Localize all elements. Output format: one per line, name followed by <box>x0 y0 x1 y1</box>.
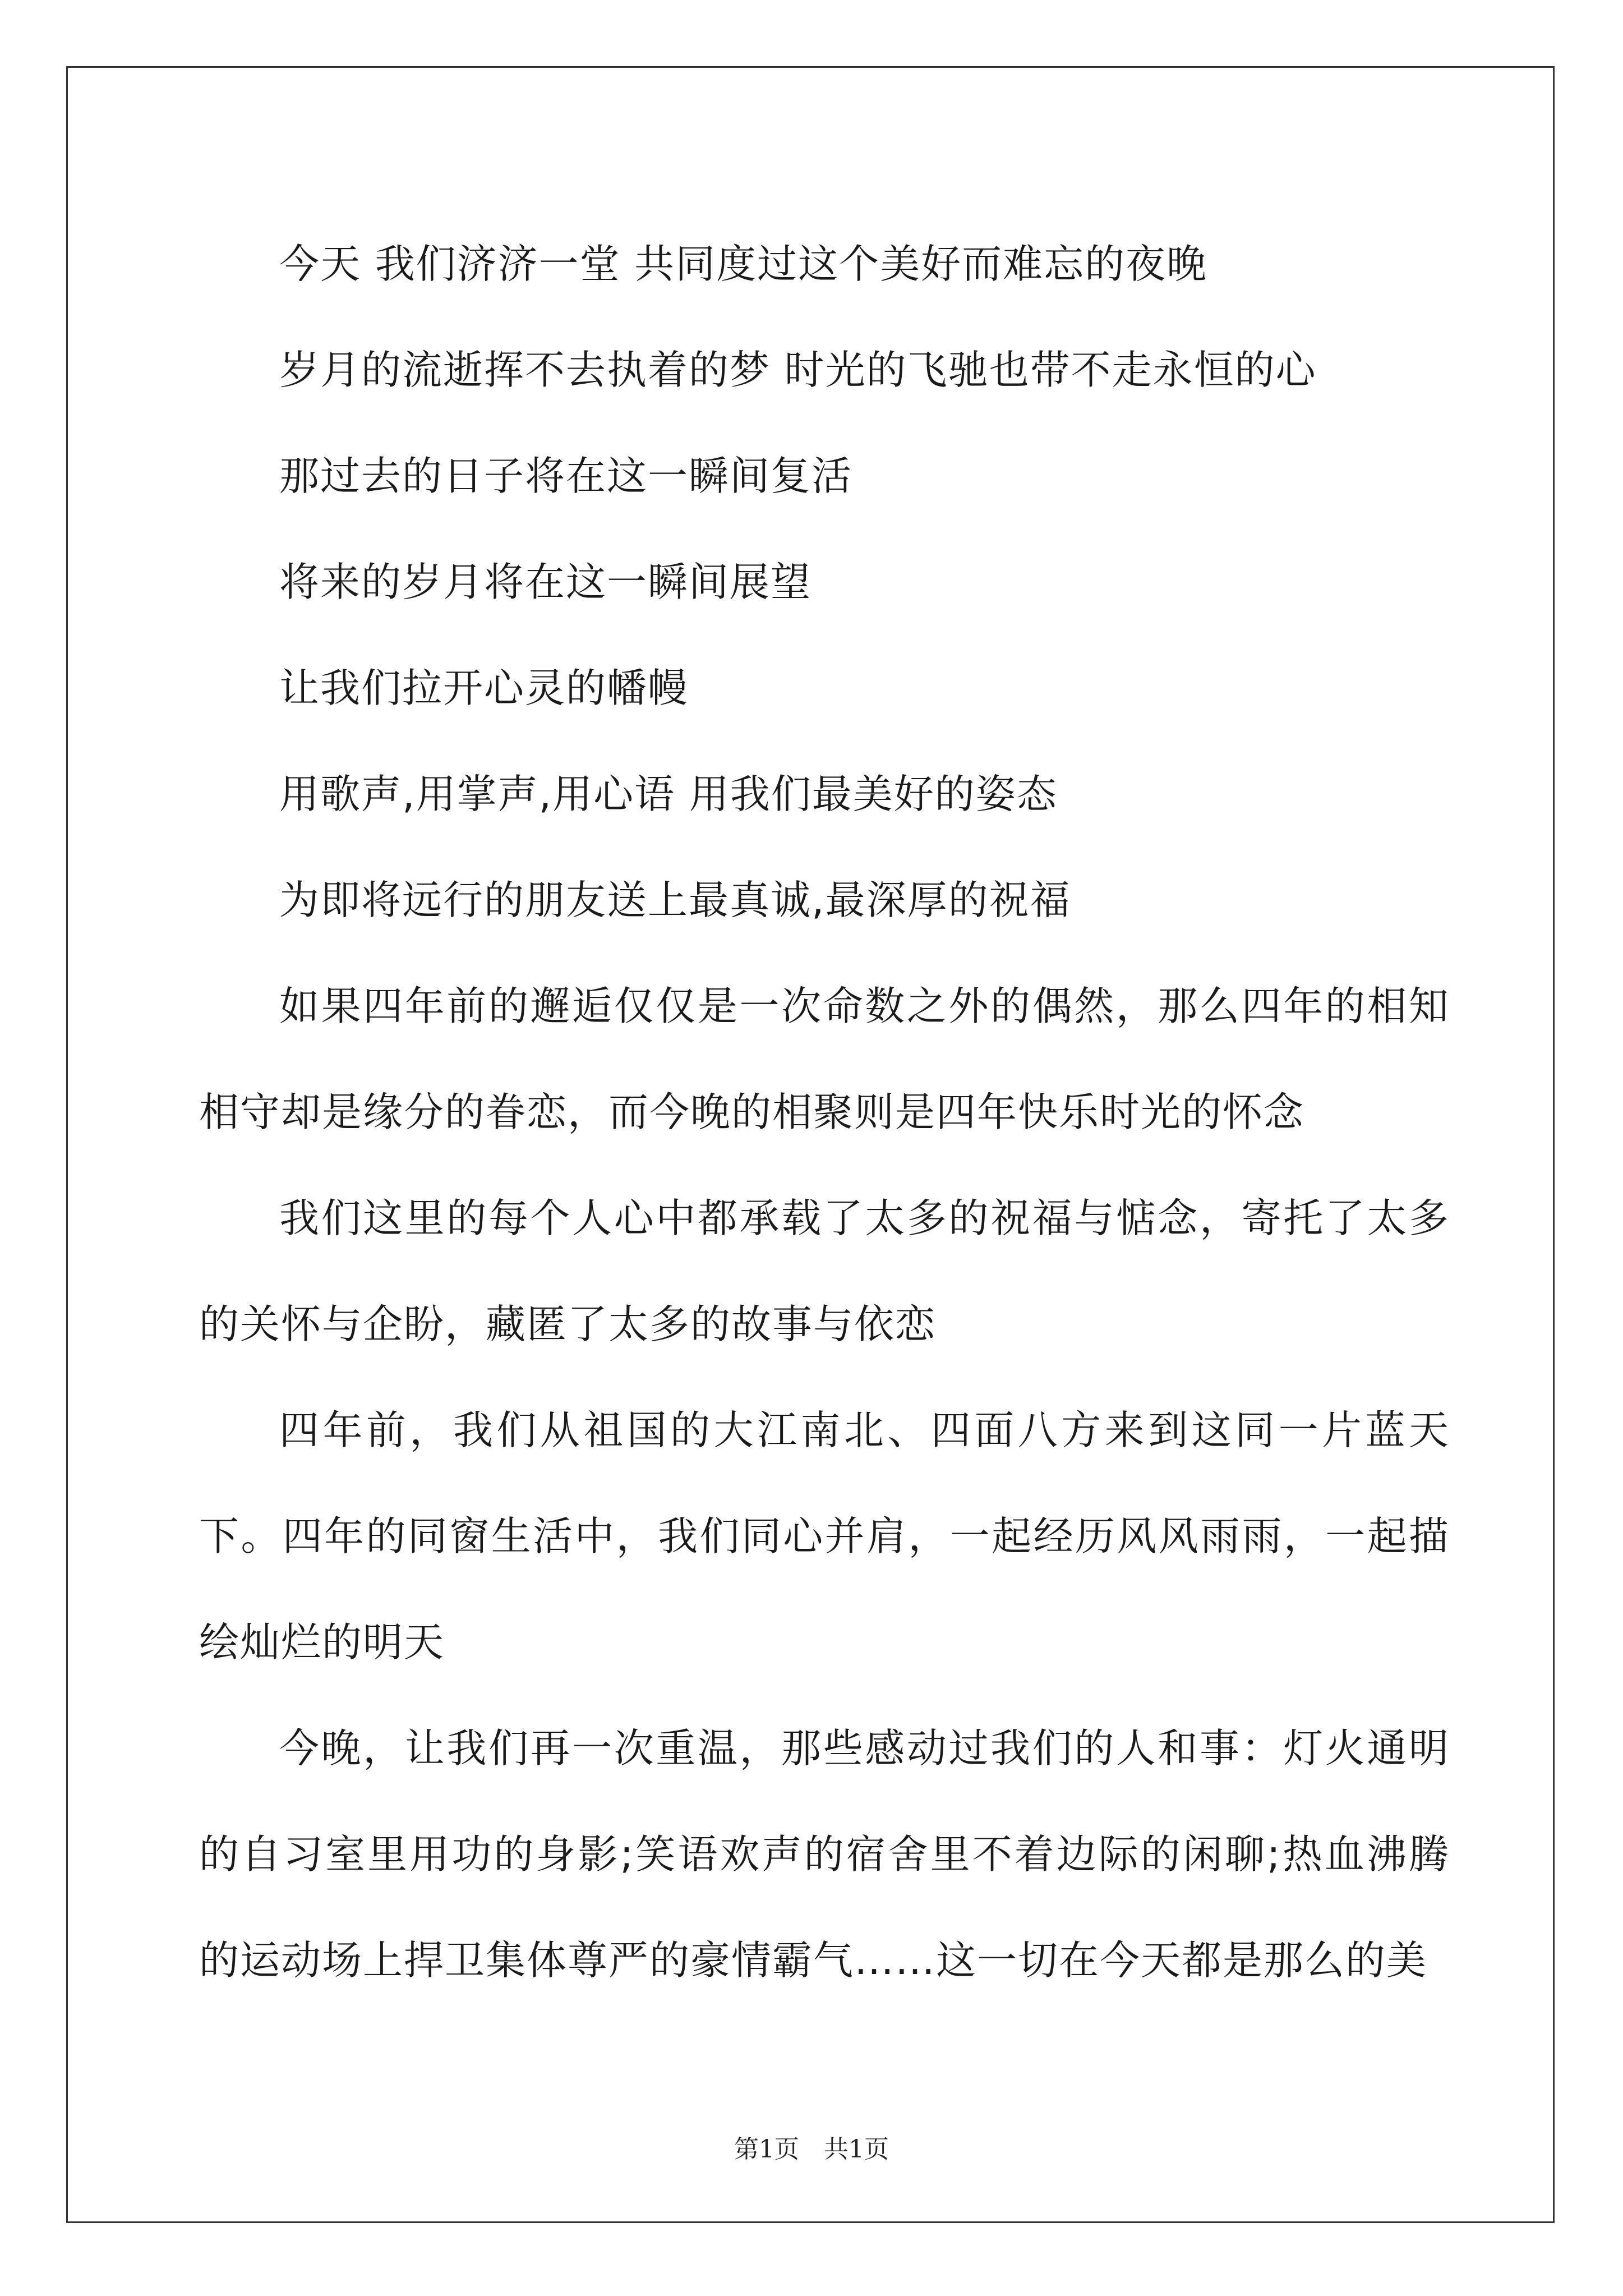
paragraph: 我们这里的每个人心中都承载了太多的祝福与惦念，寄托了太多的关怀与企盼，藏匿了太多的故事与依恋 <box>199 1195 1450 1347</box>
paragraph: 岁月的流逝挥不去执着的梦 时光的飞驰也带不走永恒的心 <box>279 347 1317 393</box>
paragraph: 四年前，我们从祖国的大江南北、四面八方来到这同一片蓝天下。四年的同窗生活中，我们同心并肩，一起经历风风雨雨，一起描绘灿烂的明天 <box>199 1407 1450 1665</box>
paragraph: 让我们拉开心灵的幡幔 <box>279 665 689 711</box>
paragraph: 那过去的日子将在这一瞬间复活 <box>279 453 853 499</box>
paragraph: 今天 我们济济一堂 共同度过这个美好而难忘的夜晚 <box>279 241 1208 287</box>
paragraph: 为即将远行的朋友送上最真诚,最深厚的祝福 <box>279 877 1071 923</box>
page-number-footer: 第1页 共1页 <box>734 2135 889 2164</box>
document-body <box>199 211 1450 2013</box>
paragraph: 今晚，让我们再一次重温，那些感动过我们的人和事：灯火通明的自习室里用功的身影;笑语欢声的宿舍里不着边际的闲聊;热血沸腾的运动场上捍卫集体尊严的豪情霸气……这一切在今天都是那么的美 <box>199 1725 1450 1984</box>
paragraph: 用歌声,用掌声,用心语 用我们最美好的姿态 <box>279 771 1058 817</box>
paragraph: 如果四年前的邂逅仅仅是一次命数之外的偶然，那么四年的相知相守却是缘分的眷恋，而今晚的相聚则是四年快乐时光的怀念 <box>199 983 1450 1135</box>
paragraph: 将来的岁月将在这一瞬间展望 <box>279 559 812 605</box>
